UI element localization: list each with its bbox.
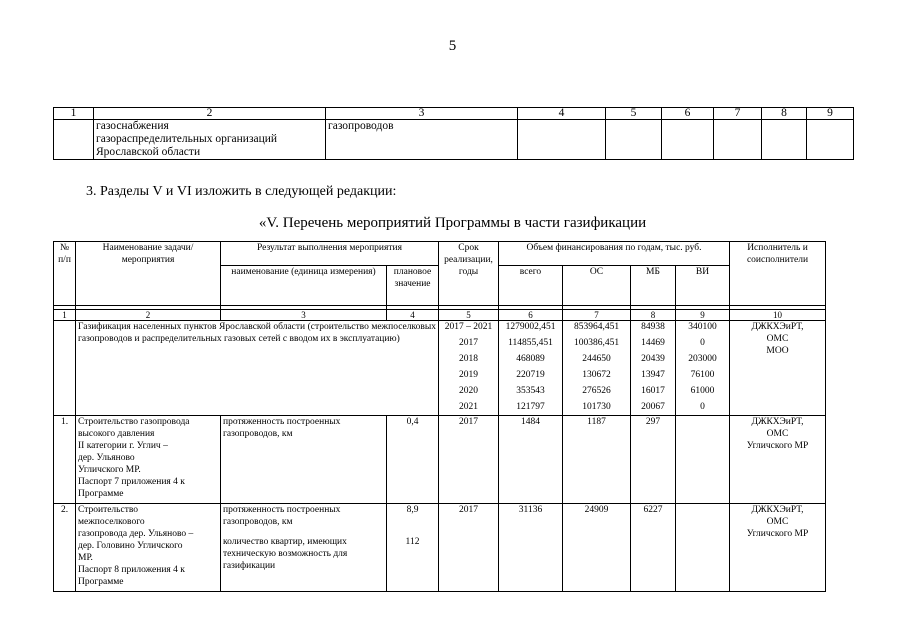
mb-value: 13947 bbox=[641, 370, 665, 380]
vi-value: 203000 bbox=[688, 354, 717, 364]
page-number: 5 bbox=[448, 38, 457, 54]
year-value: 2017 – 2021 bbox=[444, 322, 493, 332]
mb-value: 14469 bbox=[641, 338, 665, 348]
header-cell: 6 bbox=[662, 108, 714, 120]
year-value: 2017 bbox=[459, 338, 478, 348]
row-executor bbox=[730, 504, 826, 592]
result-line: протяженность построенных bbox=[223, 417, 341, 427]
header-num: № п/п bbox=[54, 242, 76, 306]
summary-text: Газификация населенных пунктов Ярославской области (строительство межпоселковых газопроводов и распределительных газовых сетей с вводом их в эксплуатацию) bbox=[76, 321, 439, 416]
executor-line: ДЖКХЭиРТ, bbox=[751, 417, 804, 427]
os-value: 100386,451 bbox=[573, 338, 620, 348]
row-vi bbox=[676, 416, 730, 504]
plan-value: 8,9 bbox=[406, 505, 419, 515]
row-num: 2. bbox=[54, 504, 76, 592]
header-result-name: наименование (единица измерения) bbox=[221, 266, 387, 306]
header-cell: 9 bbox=[807, 108, 854, 120]
vi-value: 340100 bbox=[688, 322, 717, 332]
row-result-plan: 0,4 bbox=[387, 416, 439, 504]
executor-line: МОО bbox=[766, 346, 789, 356]
col-number: 8 bbox=[631, 310, 676, 321]
col-number: 3 bbox=[221, 310, 387, 321]
task-line: Строительство bbox=[78, 505, 139, 515]
task-line: Строительство газопровода bbox=[78, 417, 190, 427]
row-total: 1484 bbox=[499, 416, 563, 504]
task-line: дер. Ульяново bbox=[78, 453, 135, 463]
col-number: 1 bbox=[54, 310, 76, 321]
year-value: 2020 bbox=[459, 386, 478, 396]
row-mb: 6227 bbox=[631, 504, 676, 592]
mb-value: 16017 bbox=[641, 386, 665, 396]
header-executor: Исполнитель и соисполнители bbox=[730, 242, 826, 306]
row-result-name bbox=[221, 504, 387, 592]
os-value: 101730 bbox=[582, 402, 611, 412]
result-line: газификации bbox=[223, 561, 276, 571]
summary-os bbox=[563, 321, 631, 416]
task-line: дер. Головино Угличского bbox=[78, 541, 183, 551]
result-line: протяженность построенных bbox=[223, 505, 341, 515]
total-value: 1279002,451 bbox=[505, 322, 556, 332]
row-task bbox=[76, 504, 221, 592]
col-number: 10 bbox=[730, 310, 826, 321]
summary-mb bbox=[631, 321, 676, 416]
task-line: межпоселкового bbox=[78, 517, 145, 527]
result-line: газопроводов, км bbox=[223, 517, 293, 527]
row-name-cell bbox=[94, 120, 326, 160]
task-line: Программе bbox=[78, 577, 124, 587]
measures-table bbox=[53, 241, 826, 592]
header-cell: 2 bbox=[94, 108, 326, 120]
executor-line: Угличского МР bbox=[746, 529, 809, 539]
os-value: 130672 bbox=[582, 370, 611, 380]
vi-value: 0 bbox=[700, 338, 705, 348]
vi-value: 61000 bbox=[690, 386, 715, 396]
cell-line: газоснабжения bbox=[96, 120, 169, 132]
header-os: ОС bbox=[563, 266, 631, 306]
executor-line: ОМС bbox=[766, 429, 789, 439]
task-line: II категории г. Углич – bbox=[78, 441, 168, 451]
year-value: 2021 bbox=[459, 402, 478, 412]
row-result-plan bbox=[387, 504, 439, 592]
plan-value: 112 bbox=[405, 537, 420, 547]
total-value: 121797 bbox=[516, 402, 545, 412]
executor-line: ДЖКХЭиРТ, bbox=[751, 322, 804, 332]
header-mb: МБ bbox=[631, 266, 676, 306]
header-total: всего bbox=[499, 266, 563, 306]
header-cell: 8 bbox=[762, 108, 807, 120]
column-numbers-row bbox=[54, 310, 826, 321]
header-task: Наименование задачи/мероприятия bbox=[76, 242, 221, 306]
task-line: МР. bbox=[78, 553, 93, 563]
header-cell: 5 bbox=[606, 108, 662, 120]
header-cell: 7 bbox=[714, 108, 762, 120]
total-value: 353543 bbox=[516, 386, 545, 396]
header-result: Результат выполнения мероприятия bbox=[221, 242, 439, 266]
col-number: 6 bbox=[499, 310, 563, 321]
col-number: 4 bbox=[387, 310, 439, 321]
section-title: «V. Перечень мероприятий Программы в части газификации bbox=[258, 215, 647, 231]
table-header-row bbox=[54, 108, 854, 120]
header-vi: ВИ bbox=[676, 266, 730, 306]
cell-line: Ярославской области bbox=[96, 146, 201, 158]
row-year: 2017 bbox=[439, 416, 499, 504]
col-number: 9 bbox=[676, 310, 730, 321]
total-value: 468089 bbox=[516, 354, 545, 364]
mb-value: 20439 bbox=[641, 354, 665, 364]
col-number: 5 bbox=[439, 310, 499, 321]
row-vi bbox=[676, 504, 730, 592]
task-line: газопровода дер. Ульяново – bbox=[78, 529, 194, 539]
row-os: 1187 bbox=[563, 416, 631, 504]
row-executor bbox=[730, 416, 826, 504]
cell-line: газораспределительных организаций bbox=[96, 133, 278, 145]
summary-executor bbox=[730, 321, 826, 416]
os-value: 276526 bbox=[582, 386, 611, 396]
table-row bbox=[54, 120, 854, 160]
result-line: газопроводов, км bbox=[223, 429, 293, 439]
executor-line: ОМС bbox=[766, 517, 789, 527]
summary-years bbox=[439, 321, 499, 416]
row-os: 24909 bbox=[563, 504, 631, 592]
summary-vi bbox=[676, 321, 730, 416]
table-header-row bbox=[54, 242, 826, 266]
result-line: количество квартир, имеющих bbox=[223, 537, 347, 547]
vi-value: 0 bbox=[700, 402, 705, 412]
summary-row bbox=[54, 321, 826, 416]
task-line: Программе bbox=[78, 489, 124, 499]
task-line: Паспорт 7 приложения 4 к bbox=[78, 477, 185, 487]
year-value: 2018 bbox=[459, 354, 478, 364]
mb-value: 84938 bbox=[641, 322, 665, 332]
year-value: 2019 bbox=[459, 370, 478, 380]
executor-line: ОМС bbox=[766, 334, 789, 344]
row-mb: 297 bbox=[631, 416, 676, 504]
os-value: 853964,451 bbox=[573, 322, 620, 332]
row-total: 31136 bbox=[499, 504, 563, 592]
total-value: 114855,451 bbox=[508, 338, 553, 348]
executor-line: ДЖКХЭиРТ, bbox=[751, 505, 804, 515]
row-result-name bbox=[221, 416, 387, 504]
vi-value: 76100 bbox=[690, 370, 715, 380]
summary-total bbox=[499, 321, 563, 416]
header-result-plan: плановое значение bbox=[387, 266, 439, 306]
header-term: Срок реализации, годы bbox=[439, 242, 499, 306]
header-cell: 4 bbox=[518, 108, 606, 120]
task-line: высокого давления bbox=[78, 429, 155, 439]
total-value: 220719 bbox=[516, 370, 545, 380]
header-funding: Объем финансирования по годам, тыс. руб. bbox=[499, 242, 730, 266]
continuation-table bbox=[53, 107, 854, 160]
row-num: 1. bbox=[54, 416, 76, 504]
col-number: 7 bbox=[563, 310, 631, 321]
row-year: 2017 bbox=[439, 504, 499, 592]
os-value: 244650 bbox=[582, 354, 611, 364]
table-row bbox=[54, 416, 826, 504]
row-result-cell: газопроводов bbox=[326, 120, 518, 160]
result-line: техническую возможность для bbox=[223, 549, 348, 559]
row-task bbox=[76, 416, 221, 504]
table-row bbox=[54, 504, 826, 592]
header-cell: 3 bbox=[326, 108, 518, 120]
task-line: Паспорт 8 приложения 4 к bbox=[78, 565, 185, 575]
mb-value: 20067 bbox=[641, 402, 665, 412]
executor-line: Угличского МР bbox=[746, 441, 809, 451]
task-line: Угличского МР. bbox=[78, 465, 141, 475]
instruction-paragraph: 3. Разделы V и VI изложить в следующей редакции: bbox=[86, 184, 397, 199]
header-cell: 1 bbox=[54, 108, 94, 120]
col-number: 2 bbox=[76, 310, 221, 321]
